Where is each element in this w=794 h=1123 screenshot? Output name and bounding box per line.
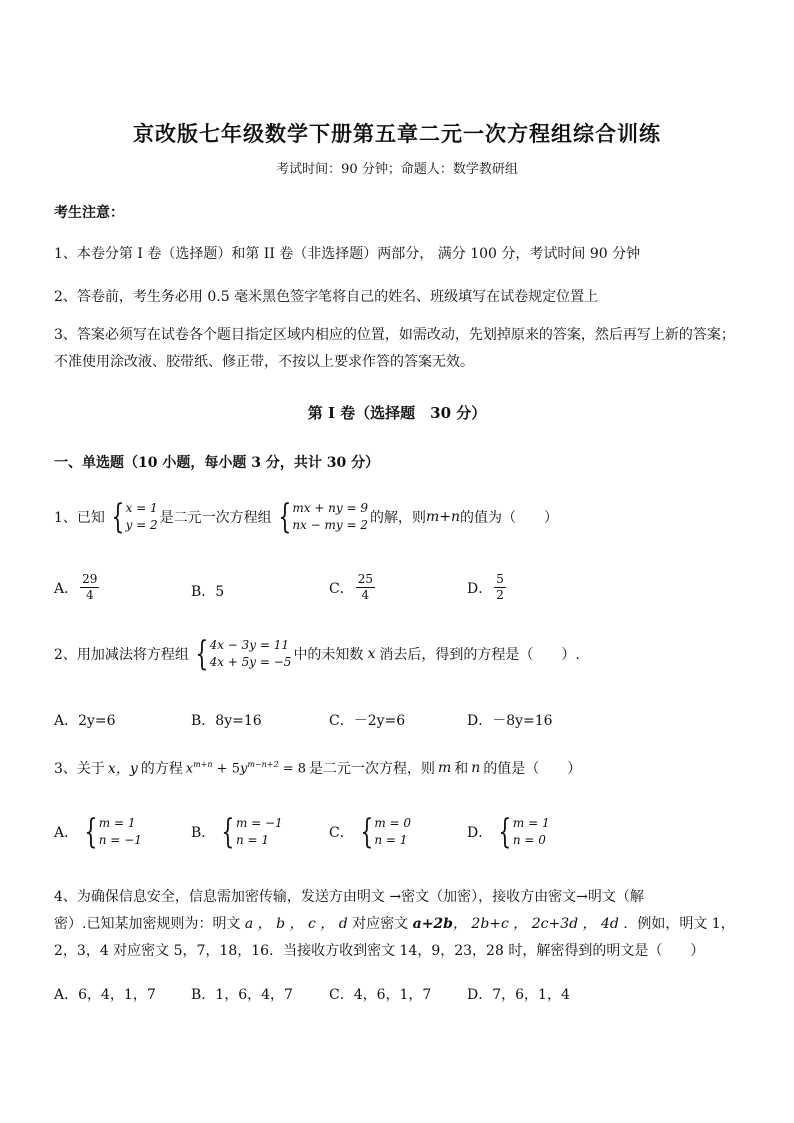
q1-option-b[interactable]: B．5 <box>191 584 225 600</box>
q3-tail2: 的值是（ ） <box>483 761 582 777</box>
q3-and: 和 <box>454 761 469 777</box>
brace-icon: { <box>84 812 98 852</box>
notice-item-3: 3、答案必须写在试卷各个题目指定区域内相应的位置，如需改动，先划掉原来的答案，然后再写上新的答案；不准使用涂改液、胶带纸、修正带，不按以上要求作答的答案无效。 <box>54 327 735 370</box>
q2-option-c[interactable]: C．－2y=6 <box>329 713 406 729</box>
q1-sys1-line1: x = 1 <box>125 501 158 515</box>
q2-prefix: 2、用加减法将方程组 <box>54 647 189 663</box>
brace-icon: { <box>195 634 209 674</box>
denominator: 4 <box>361 588 370 602</box>
q4-option-d[interactable]: D．7，6，1，4 <box>467 987 570 1003</box>
brace-icon: { <box>278 497 291 537</box>
q1-mid: 是二元一次方程组 <box>159 510 272 526</box>
page-subtitle: 考试时间：90 分钟；命题人：数学教研组 <box>276 162 518 177</box>
system-line: m = 0 <box>374 816 412 830</box>
eq-exponent: m+n <box>193 759 213 769</box>
question-3 <box>54 758 581 778</box>
q3-mid: 的方程 <box>140 761 183 777</box>
option-system <box>80 812 142 852</box>
fraction <box>494 572 506 603</box>
system-line: n = 1 <box>235 833 269 847</box>
q1-sys2-line1: mx + ny = 9 <box>292 501 368 515</box>
q4-line-2 <box>54 913 735 933</box>
brace-icon: { <box>360 812 374 852</box>
option-system <box>217 812 283 852</box>
q1-sys2-line2: nx − my = 2 <box>292 518 368 532</box>
brace-icon: { <box>498 812 512 852</box>
numerator: 25 <box>357 572 373 586</box>
section-title: 第 I 卷（选择题 30 分） <box>307 404 487 422</box>
system-line: m = −1 <box>235 816 283 830</box>
system-line: n = −1 <box>98 833 142 847</box>
q2-var: x <box>367 646 376 662</box>
system-line: m = 1 <box>98 816 136 830</box>
q4-text: ．例如，明文 1， <box>623 916 735 932</box>
numerator: 5 <box>496 572 504 586</box>
q4-cipher-exprs: ， 2b+c ， 2c+3d ， 4d <box>452 916 619 932</box>
eq-base: y <box>239 761 248 777</box>
system-line: n = 0 <box>512 833 546 847</box>
eq-exponent: m−n+2 <box>247 759 279 769</box>
q3-option-b[interactable] <box>191 812 285 852</box>
q1-option-a[interactable] <box>54 572 101 603</box>
option-label: C． <box>329 580 354 597</box>
q2-mid: 中的未知数 <box>293 647 364 663</box>
q1-sys1-line2: y = 2 <box>125 518 158 532</box>
q4-text: 密）.已知某加密规则为：明文 <box>54 916 241 932</box>
notice-item-1: 1、本卷分第 I 卷（选择题）和第 II 卷（非选择题）两部分， 满分 100 分，考试时间 90 分钟 <box>54 246 641 262</box>
q4-line-1: 4、为确保信息安全，信息需加密传输，发送方由明文 →密文（加密），接收方由密文→明文（解 <box>54 889 644 905</box>
q1-option-c[interactable] <box>329 572 377 603</box>
q3-m: m <box>438 760 452 776</box>
q1-prefix: 1、已知 <box>54 510 105 526</box>
q1-expr: m+n <box>425 509 460 525</box>
fraction <box>80 572 99 603</box>
q4-option-c[interactable]: C．4，6，1，7 <box>329 987 432 1003</box>
eq-rhs: = 8 <box>278 761 306 777</box>
q2-option-b[interactable]: B．8y=16 <box>191 713 262 729</box>
option-label: D． <box>467 580 493 597</box>
system-line: n = 1 <box>374 833 408 847</box>
numerator: 29 <box>82 572 98 586</box>
q4-line-3: 2，3，4 对应密文 5，7，18，16．当接收方收到密文 14，9，23，28 时，解密得到的明文是（ ） <box>54 943 705 959</box>
q1-system-solution <box>107 497 158 537</box>
q3-option-c[interactable] <box>329 812 413 852</box>
q2-tail: 消去后，得到的方程是（ ）. <box>379 647 580 663</box>
fraction <box>356 572 375 603</box>
question-2 <box>54 634 580 674</box>
notice-item-2: 2、答卷前，考生务必用 0.5 毫米黑色签字笔将自己的姓名、班级填写在试卷规定位置上 <box>54 289 599 305</box>
q1-tail1: 的解，则 <box>369 510 426 526</box>
option-system <box>494 812 550 852</box>
denominator: 2 <box>496 588 504 602</box>
q1-option-d[interactable] <box>467 572 508 603</box>
q4-cipher-expr: a+2b <box>412 916 453 932</box>
q1-system-equations <box>274 497 368 537</box>
q2-system <box>191 634 292 674</box>
brace-icon: { <box>221 812 235 852</box>
option-label: D． <box>467 825 493 841</box>
q3-vars: x，y <box>107 761 138 777</box>
eq-operator: + 5 <box>212 761 240 777</box>
q4-option-a[interactable]: A．6，4，1，7 <box>54 987 156 1003</box>
q3-option-d[interactable] <box>467 812 552 852</box>
q4-vars: a ， b ， c ， d <box>244 916 348 932</box>
option-system <box>356 812 412 852</box>
q3-tail1: 是二元一次方程，则 <box>309 761 435 777</box>
option-label: A． <box>54 580 79 597</box>
denominator: 4 <box>85 588 94 602</box>
q2-sys-line2: 4x + 5y = −5 <box>209 655 292 669</box>
option-label: B． <box>191 825 216 841</box>
q2-option-d[interactable]: D．－8y=16 <box>467 713 553 729</box>
q1-tail2: 的值为（ ） <box>460 510 558 526</box>
q4-text: 对应密文 <box>352 916 409 932</box>
q3-option-a[interactable] <box>54 812 144 852</box>
brace-icon: { <box>111 497 125 537</box>
notice-heading: 考生注意： <box>54 205 124 221</box>
q3-prefix: 3、关于 <box>54 761 105 777</box>
page-title: 京改版七年级数学下册第五章二元一次方程组综合训练 <box>133 121 661 146</box>
question-1 <box>54 497 558 537</box>
q2-sys-line1: 4x − 3y = 11 <box>209 638 290 652</box>
part-title: 一、单选题（10 小题，每小题 3 分，共计 30 分） <box>54 455 380 471</box>
q4-option-b[interactable]: B．1，6，4，7 <box>191 987 293 1003</box>
eq-base: x <box>185 761 194 777</box>
q3-equation <box>186 760 306 776</box>
option-label: C． <box>329 825 354 841</box>
q3-n: n <box>471 760 481 776</box>
option-label: A． <box>54 825 79 841</box>
q2-option-a[interactable]: A．2y=6 <box>54 713 116 729</box>
system-line: m = 1 <box>512 816 550 830</box>
